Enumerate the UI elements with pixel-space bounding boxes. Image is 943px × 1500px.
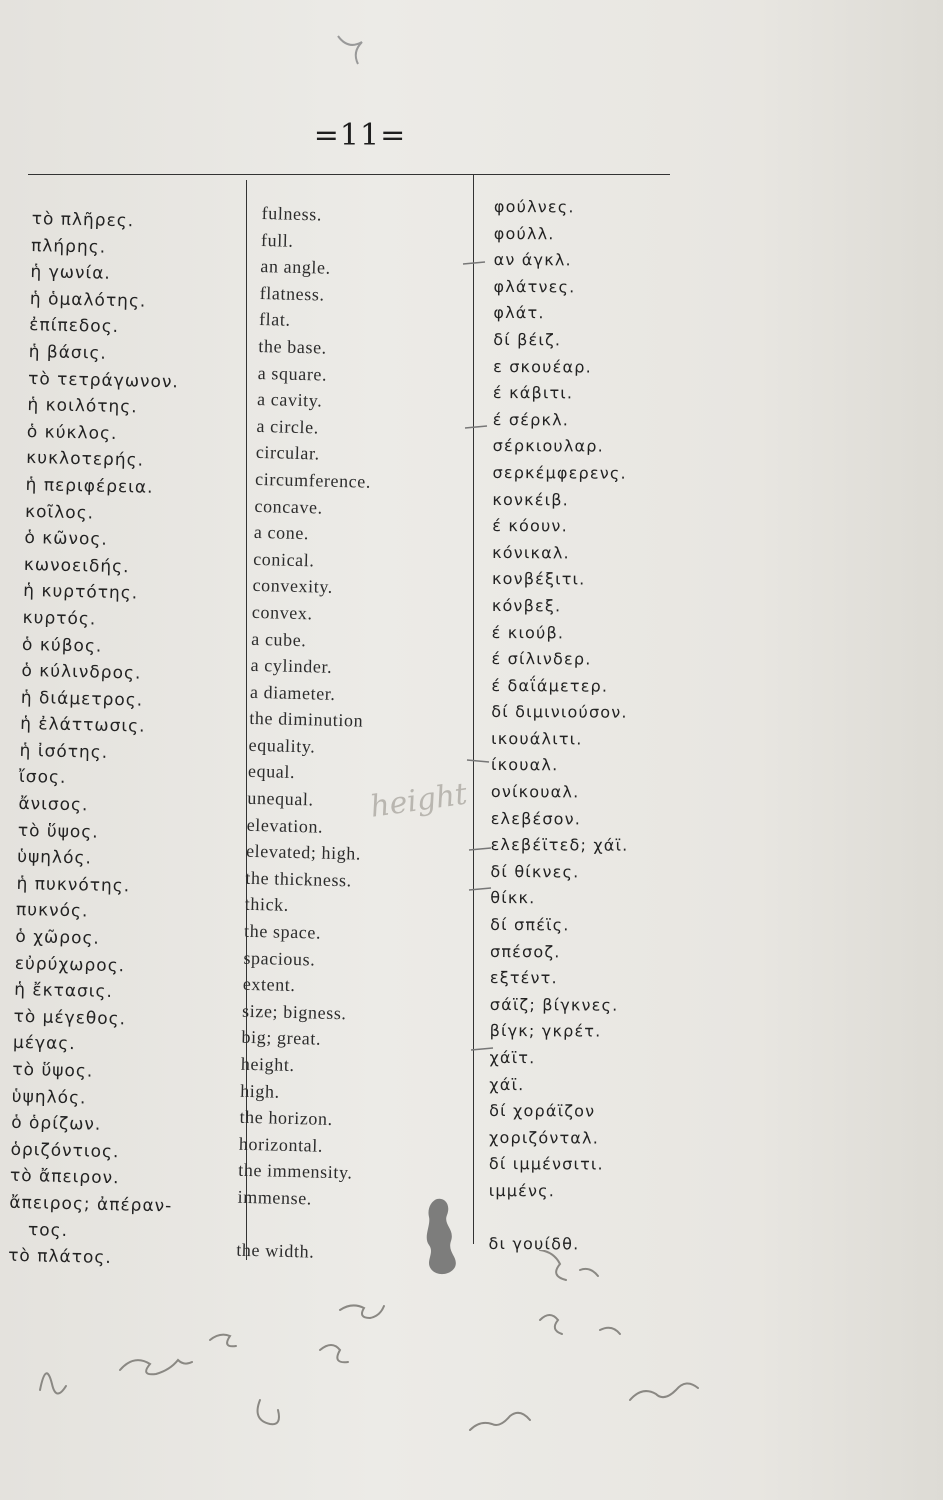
english-gloss: fulness. [261,202,323,225]
english-gloss: unequal. [247,787,314,810]
pronunciation: έ σίλινδερ. [491,649,592,669]
pronunciation: ελεβέσον. [490,808,582,829]
english-column [236,200,467,1268]
pronunciation: δί βέιζ. [493,329,562,350]
greek-term: ἡ κυρτότης. [23,581,139,604]
greek-term: τὸ πλάτος. [7,1245,112,1269]
pronunciation: βίγκ; γκρέτ. [489,1021,602,1041]
greek-term: κωνοειδής. [23,554,130,578]
greek-term: ἡ ὁμαλότης. [29,288,147,312]
greek-term: ὑψηλός. [11,1086,87,1109]
greek-term: ὁ κύκλος. [26,421,118,444]
greek-term: ἄπειρος; ἀπέραν- [9,1192,173,1217]
english-gloss: a square. [257,362,328,385]
greek-term: ἡ ἰσότης. [19,740,109,763]
english-gloss: height. [240,1053,295,1076]
pronunciation: φλάτ. [493,303,545,323]
greek-term: ἡ πυκνότης. [16,873,131,897]
pronunciation: έ δαΐάμετερ. [491,675,609,696]
greek-term: κυρτός. [22,607,97,630]
pronunciation: δί σπέϊς. [490,915,570,935]
greek-term: τὸ ἄπειρον. [9,1166,120,1189]
english-gloss: thick. [244,894,290,916]
english-gloss: extent. [242,973,296,996]
english-gloss: elevated; high. [245,841,362,864]
english-gloss: equality. [248,734,316,757]
greek-term: τὸ μέγεθος. [13,1006,127,1030]
greek-term: εὐρύχωρος. [14,953,126,976]
pronunciation: έ σέρκλ. [492,409,570,430]
english-gloss: elevation. [246,814,324,837]
pronunciation: σέρκιουλαρ. [492,436,605,456]
english-gloss: circumference. [254,468,372,492]
english-gloss: equal. [247,761,296,783]
greek-column [8,206,246,1274]
english-gloss: a cone. [253,522,310,544]
greek-term: κυκλοτερής. [26,448,145,471]
english-gloss: concave. [254,495,324,518]
pronunciation: χάϊτ. [489,1047,536,1068]
pronunciation: φλάτνες. [493,276,576,297]
greek-term: πλήρης. [30,235,107,258]
pronunciation: δί θίκνες. [490,861,580,882]
english-gloss: a circle. [256,415,320,438]
english-gloss: flat. [258,309,291,331]
pronunciation: έ κόουν. [492,516,568,536]
english-gloss: the width. [236,1239,315,1262]
english-gloss: horizontal. [238,1133,324,1156]
english-gloss: conical. [252,548,315,571]
pronunciation: ελεβέϊτεδ; χάϊ. [490,835,629,855]
greek-term: τὸ ὕψος. [17,820,99,843]
header-rule [28,174,670,175]
english-gloss: convexity. [252,575,334,598]
greek-term: ὁριζόντιος. [10,1139,120,1163]
greek-term: ὁ κύλινδρος. [21,660,142,684]
english-gloss: full. [260,229,294,251]
greek-term: τὸ τετράγωνον. [27,368,180,392]
greek-term: ὁ ὁρίζων. [10,1112,102,1135]
greek-term: ἡ γωνία. [30,262,112,284]
greek-term: ἄνισος. [18,793,89,816]
pronunciation [489,1205,679,1233]
english-gloss: circular. [255,442,320,464]
pronunciation: δί ιμμένσιτι. [488,1154,604,1174]
english-gloss: a cylinder. [250,654,333,677]
pronunciation: φούλνες. [493,196,575,217]
english-gloss: the immensity. [238,1160,353,1183]
greek-term: ἡ ἔκτασις. [13,980,114,1003]
english-gloss: size; bigness. [241,1000,347,1024]
pronunciation: δι γουίδθ. [488,1234,580,1254]
greek-term: ὑψηλός. [16,847,93,869]
english-gloss: immense. [237,1186,313,1209]
pronunciation: κόνικαλ. [492,542,570,563]
pronunciation: εξτέντ. [489,968,558,988]
greek-term: τος. [8,1219,69,1241]
greek-term: κοῖλος. [24,501,95,524]
english-gloss: spacious. [243,947,316,970]
english-gloss: flatness. [259,282,325,305]
pronunciation-column [488,194,684,1259]
english-gloss: convex. [251,601,313,624]
english-gloss: the horizon. [239,1106,333,1130]
greek-term: τὸ πλῆρες. [31,208,135,232]
pronunciation: θίκκ. [490,888,536,908]
greek-term: ἡ κοιλότης. [27,395,138,418]
pencil-word: height [368,776,470,825]
english-gloss: the thickness. [245,867,353,891]
english-gloss: a cavity. [256,389,323,411]
pronunciation: δί διμινιούσον. [491,702,628,722]
greek-term: ἡ περιφέρεια. [25,474,154,498]
pronunciation: δί χοράϊζον [489,1101,596,1121]
greek-term: ἡ διάμετρος. [20,687,144,711]
page-number: =11= [313,118,407,153]
pronunciation: έ κιούβ. [491,622,565,642]
greek-term: ὁ κῶνος. [24,528,109,550]
pronunciation: σπέσοζ. [489,941,561,961]
pronunciation: σάϊζ; βίγκνες. [489,994,619,1015]
pronunciation: έ κάβιτι. [492,383,574,403]
english-gloss: a cube. [251,628,307,650]
pronunciation: ικουάλιτι. [491,728,583,749]
column-divider-right [473,174,474,1244]
pronunciation: φούλλ. [493,223,555,243]
pronunciation: κονκέιβ. [492,489,569,509]
pronunciation: ιμμένς. [488,1180,556,1201]
greek-term: πυκνός. [15,900,89,922]
pronunciation: κόνβεξ. [491,595,562,616]
pronunciation: χάϊ. [489,1074,525,1094]
greek-term: ὁ κύβος. [21,634,103,657]
greek-term: ἴσος. [18,767,67,789]
english-gloss: the base. [258,335,328,358]
greek-term: ὁ χῶρος. [15,926,101,949]
pronunciation: ε σκουέαρ. [493,356,592,377]
pronunciation: σερκέμφερενς. [492,462,627,483]
english-gloss: the diminution [249,708,364,731]
greek-term: τὸ ὕψος. [12,1059,94,1082]
english-gloss: big; great. [241,1027,322,1050]
pronunciation: ίκουαλ. [490,755,559,775]
greek-term: ἐπίπεδος. [29,315,120,338]
pronunciation: χοριζόνταλ. [489,1127,600,1148]
pronunciation: αν άγκλ. [493,250,572,270]
greek-term: ἡ ἐλάττωσις. [20,714,146,737]
pronunciation: κονβέξιτι. [491,569,586,589]
english-gloss: a diameter. [249,681,336,704]
english-gloss: an angle. [260,256,331,278]
pronunciation: ονίκουαλ. [490,782,580,802]
greek-term: ἡ βάσις. [28,341,108,364]
english-gloss: the space. [243,920,322,943]
english-gloss: high. [239,1080,280,1102]
greek-term: μέγας. [12,1033,76,1055]
